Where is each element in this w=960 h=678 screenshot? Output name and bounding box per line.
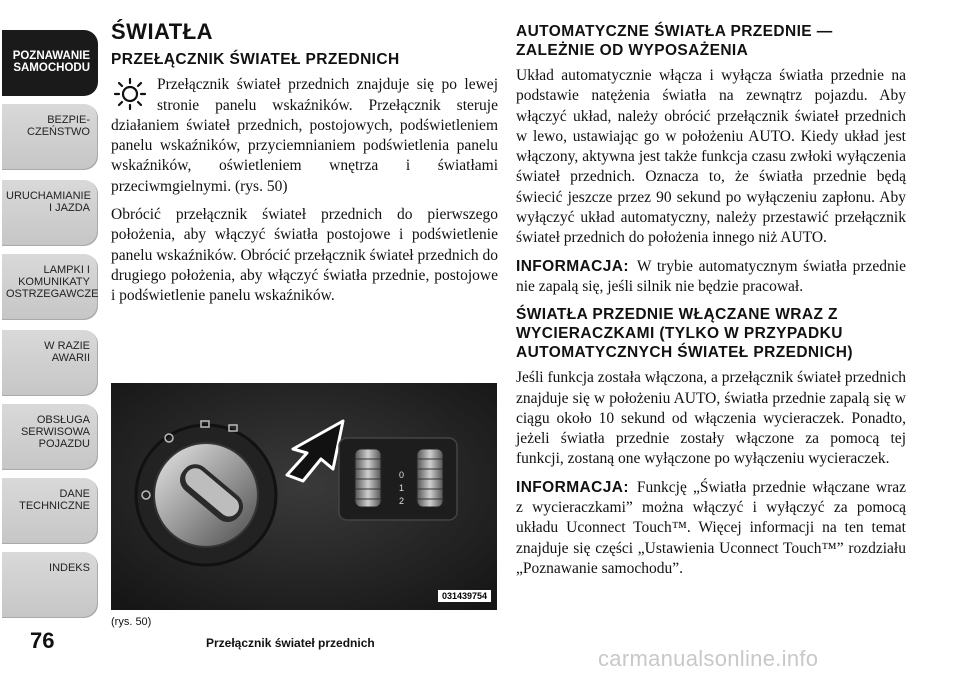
tab-bezpieczenstwo[interactable]: BEZPIE- CZEŃSTWO	[2, 104, 98, 170]
section-title: ŚWIATŁA	[111, 19, 214, 44]
figure-reference: (rys. 50)	[111, 616, 152, 628]
tab-poznawanie-samochodu[interactable]: POZNAWANIE SAMOCHODU	[2, 30, 98, 96]
right-column	[516, 22, 906, 587]
tab-indeks[interactable]: INDEKS	[2, 552, 98, 618]
paragraph: Obrócić przełącznik świateł przednich do pierwszego położenia, aby włączyć światła postojowe i podświetlenie panelu wskaźników. Obrócić przełącznik świateł przednich do drugiego położenia, aby włączyć światła przednie, postojowe i podświetlenie panelu wskaźników.	[111, 206, 498, 305]
wheel-label-1: 1	[399, 483, 405, 493]
chapter-sidebar	[0, 0, 103, 678]
info-text: W trybie automatycznym światła przednie nie zapalą się, jeśli silnik nie będzie pracował.	[516, 257, 906, 295]
figure-code: 031439754	[438, 590, 491, 602]
left-column	[111, 19, 498, 315]
wheel-label-2: 2	[399, 496, 405, 506]
info-label: INFORMACJA:	[516, 478, 629, 496]
tab-w-razie-awarii[interactable]: W RAZIE AWARII	[2, 330, 98, 396]
watermark: carmanualsonline.info	[598, 646, 819, 671]
section-heading-auto-headlights: AUTOMATYCZNE ŚWIATŁA PRZEDNIE — ZALEŻNIE OD WYPOSAŻENIA	[516, 23, 833, 59]
headlamp-switch-illustration	[111, 383, 497, 610]
info-text: Funkcję „Światła przednie włączane wraz z wycieraczkami” można włączyć i wyłączyć za pomocą układu Uconnect Touch™. Więcej informacji na ten temat znajduje się części „Ustawienia Uconnect Touch™” rozdziału „Poznawanie samochodu”.	[516, 478, 906, 577]
headlamp-switch-figure	[111, 383, 497, 610]
paragraph: Układ automatycznie włącza i wyłącza światła przednie na podstawie natężenia światła na zewnątrz pojazdu. Aby włączyć układ, należy obrócić przełącznik świateł przednich w lewo, ustawiając go w położeniu AUTO. Kiedy układ jest włączony, aktywna jest także funkcja czasu zwłoki wyłączenia świateł przednich. Oznacza to, że światła przednie będą świecić jeszcze przez 90 sekund po wyłączeniu zapłonu. Aby wyłączyć układ automatyczny, należy przestawić przełącznik świateł przednich do położenia innego niż AUTO.	[516, 67, 906, 247]
tab-obsluga-serwisowa[interactable]: OBSŁUGA SERWISOWA POJAZDU	[2, 404, 98, 470]
info-note	[516, 257, 906, 298]
section-subtitle: PRZEŁĄCZNIK ŚWIATEŁ PRZEDNICH	[111, 51, 400, 69]
info-note	[516, 478, 906, 579]
paragraph	[111, 75, 498, 197]
tab-dane-techniczne[interactable]: DANE TECHNICZNE	[2, 478, 98, 544]
info-label: INFORMACJA:	[516, 257, 629, 275]
figure-caption: Przełącznik świateł przednich	[206, 636, 375, 650]
page-number: 76	[30, 628, 55, 653]
paragraph: Jeśli funkcja została włączona, a przełącznik świateł przednich znajduje się w położeniu AUTO, światła przednie zapalą się w ciągu około 10 sekund od włączenia wycieraczek. Ponadto, jeżeli światła przednie zostały włączone za pomocą tej funkcji, zostaną one wyłączone po wyłączeniu wycieraczek.	[516, 369, 906, 468]
tab-uruchamianie-i-jazda[interactable]: URUCHAMIANIE I JAZDA	[2, 180, 98, 246]
section-heading-wiper-headlights: ŚWIATŁA PRZEDNIE WŁĄCZANE WRAZ Z WYCIERACZKAMI (TYLKO W PRZYPADKU AUTOMATYCZNYCH ŚWIATEŁ PRZEDNICH)	[516, 306, 853, 362]
wheel-label-0: 0	[399, 470, 405, 480]
tab-lampki-i-komunikaty[interactable]: LAMPKI I KOMUNIKATY OSTRZEGAWCZE	[2, 254, 98, 320]
paragraph-text: Przełącznik świateł przednich znajduje się po lewej stronie panelu wskaźników. Przełącznik steruje działaniem świateł przednich, postojowych, podświetleniem panelu wskaźników, przyciemnianiem podświetlenia panelu wskaźników, oświetleniem wnętrza i światłami przeciwmgielnymi. (rys. 50)	[111, 76, 498, 195]
light-bulb-icon	[113, 77, 147, 111]
